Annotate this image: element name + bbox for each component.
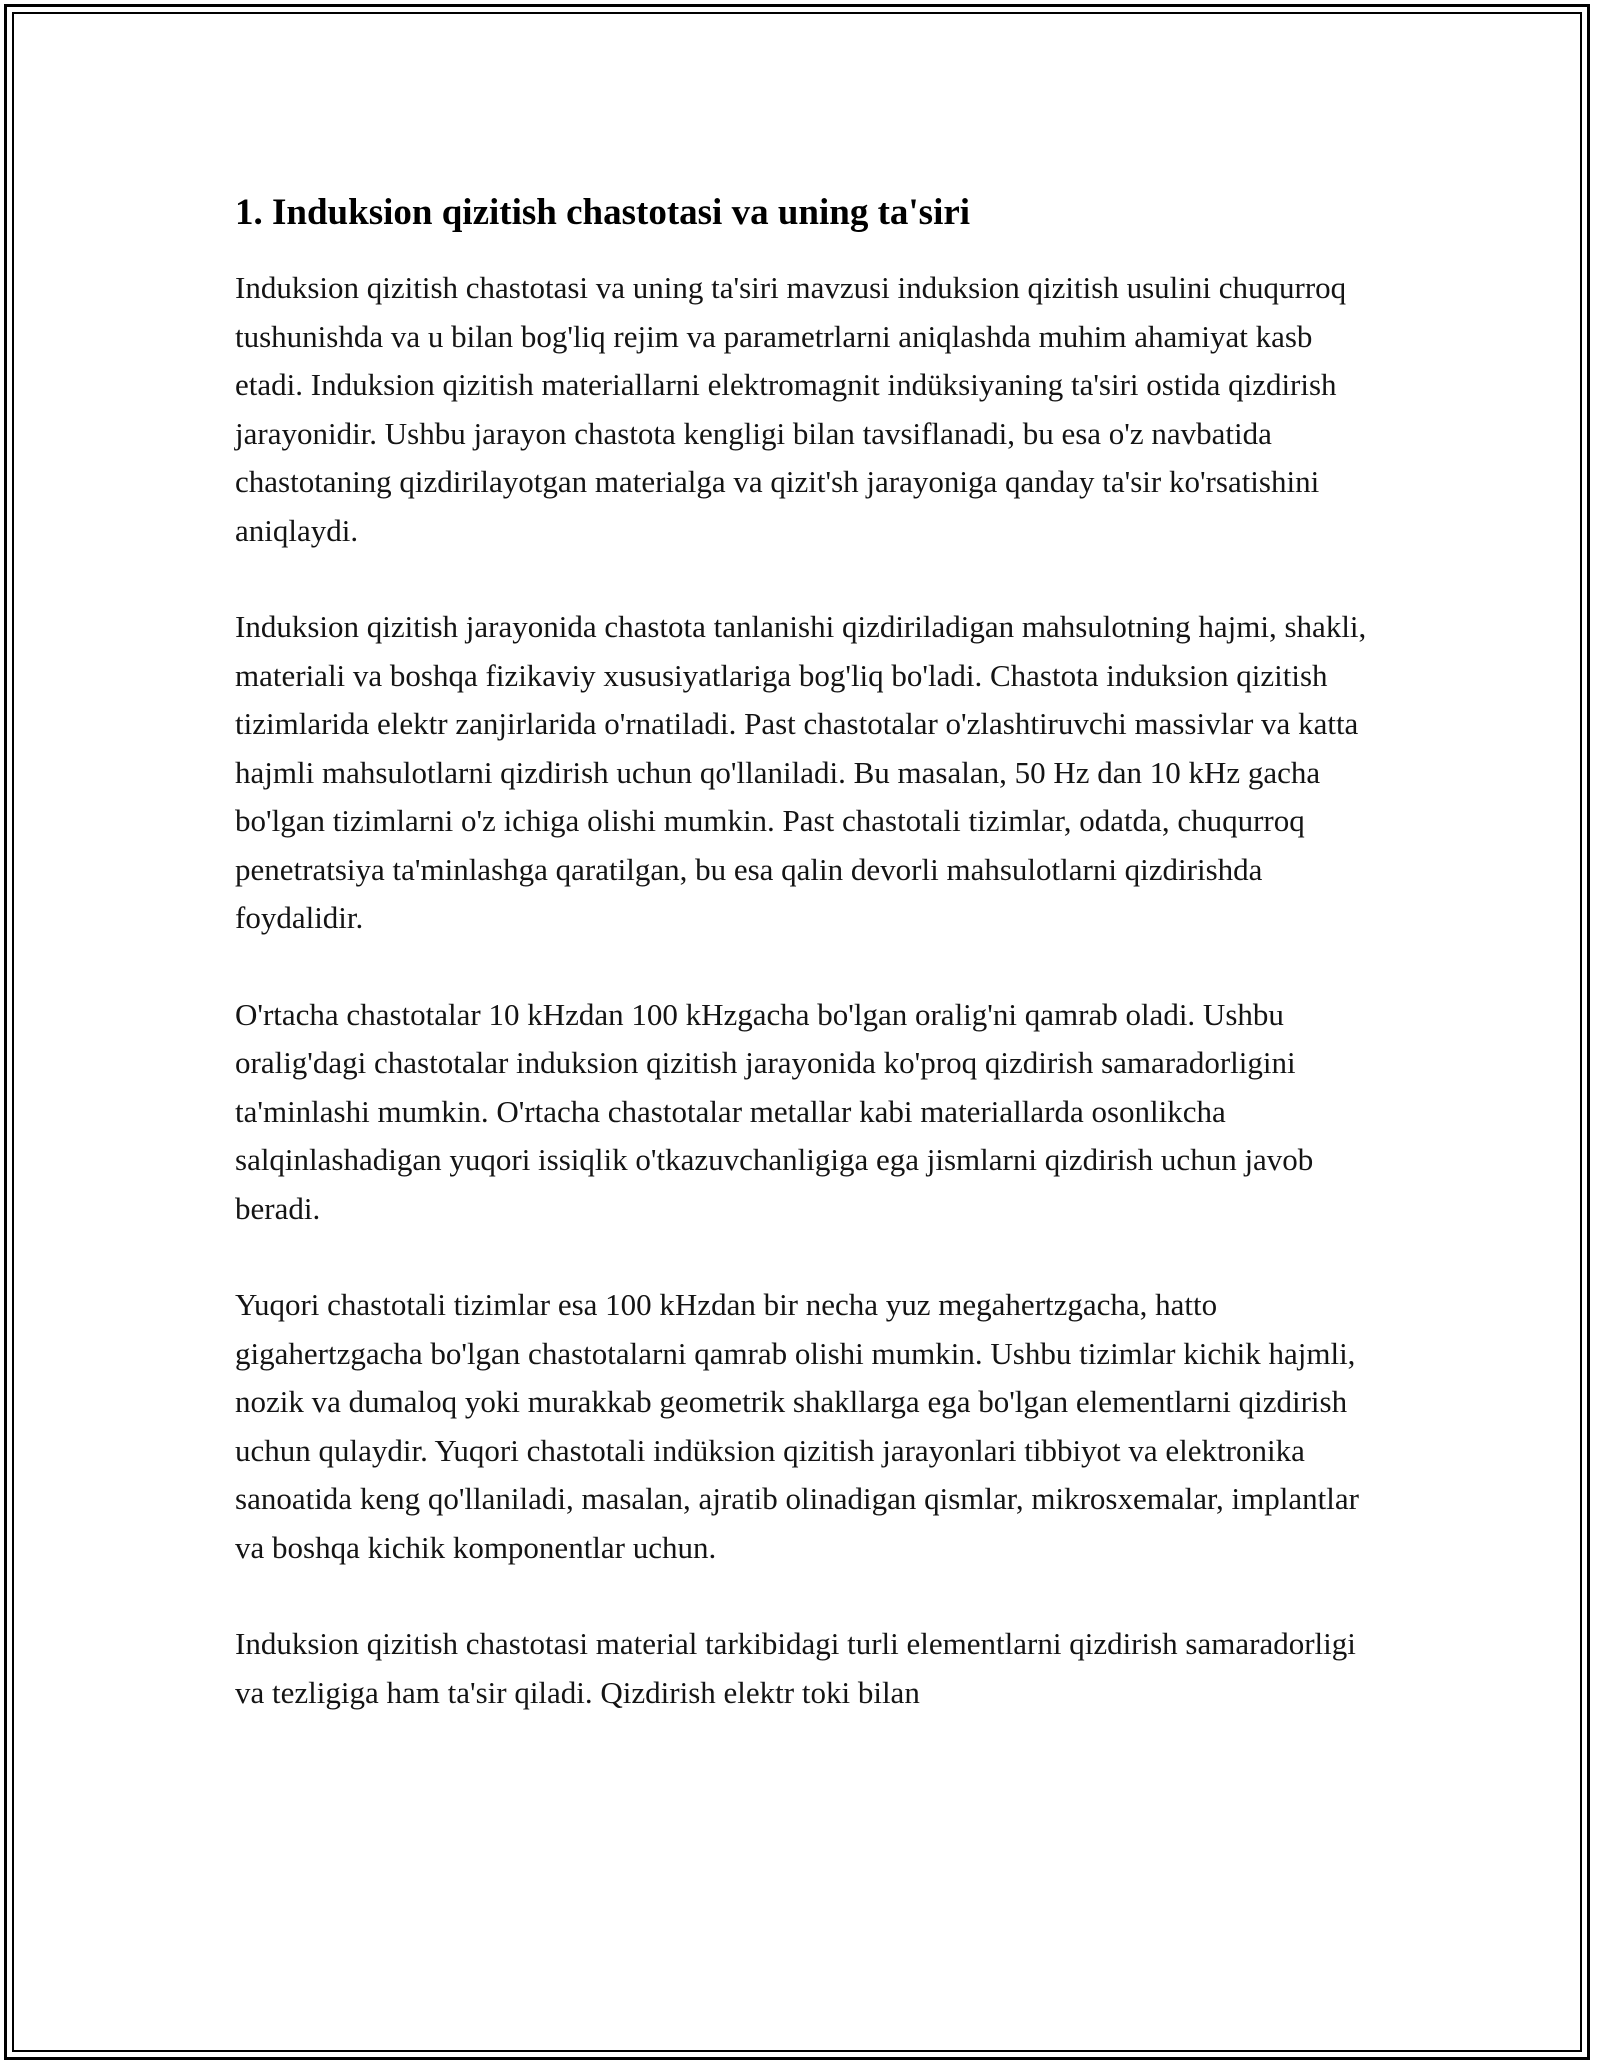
page-title: 1. Induksion qizitish chastotasi va uning ta'siri xyxy=(235,192,971,233)
paragraph-5: Induksion qizitish chastotasi material tarkibidagi turli elementlarni qizdirish samaradorligi va tezligiga ham ta'sir qiladi. Qizdirish elektr toki bilan xyxy=(235,1626,1356,1710)
paragraph-2: Induksion qizitish jarayonida chastota tanlanishi qizdiriladigan mahsulotning hajmi, shakli, materiali va boshqa fizikaviy xususiyatlariga bog'liq bo'ladi. Chastota induksion qizitish tizimlarida elektr zanjirlarida o'rnatiladi. Past chastotalar o'zlashtiruvchi massivlar va katta hajmli mahsulotlarni qizdirish uchun qo'llaniladi. Bu masalan, 50 Hz dan 10 kHz gacha bo'lgan tizimlarni o'z ichiga olishi mumkin. Past chastotali tizimlar, odatda, chuqurroq penetratsiya ta'minlashga qaratilgan, bu esa qalin devorli mahsulotlarni qizdirishda foydalidir. xyxy=(235,609,1367,935)
paragraph-1: Induksion qizitish chastotasi va uning ta'siri mavzusi induksion qizitish usulini chuqurroq tushunishda va u bilan bog'liq rejim va parametrlarni aniqlashda muhim ahamiyat kasb etadi. Induksion qizitish materiallarni elektromagnit indüksiyaning ta'siri ostida qizdirish jarayonidir. Ushbu jarayon chastota kengligi bilan tavsiflanadi, bu esa o'z navbatida chastotaning qizdirilayotgan materialga va qizit'sh jarayoniga qanday ta'sir ko'rsatishini aniqlaydi. xyxy=(235,270,1347,548)
paragraph-3: O'rtacha chastotalar 10 kHzdan 100 kHzgacha bo'lgan oralig'ni qamrab oladi. Ushbu oralig'dagi chastotalar induksion qizitish jarayonida ko'proq qizdirish samaradorligini ta'minlashi mumkin. O'rtacha chastotalar metallar kabi materiallarda osonlikcha salqinlashadigan yuqori issiqlik o'tkazuvchanligiga ega jismlarni qizdirish uchun javob beradi. xyxy=(235,996,1314,1226)
document-body xyxy=(235,188,1370,1765)
paragraph-4: Yuqori chastotali tizimlar esa 100 kHzdan bir necha yuz megahertzgacha, hatto gigahertzgacha bo'lgan chastotalarni qamrab olishi mumkin. Ushbu tizimlar kichik hajmli, nozik va dumaloq yoki murakkab geometrik shakllarga ega bo'lgan elementlarni qizdirish uchun qulaydir. Yuqori chastotali indüksion qizitish jarayonlari tibbiyot va elektronika sanoatida keng qo'llaniladi, masalan, ajratib olinadigan qismlar, mikrosxemalar, implantlar va boshqa kichik komponentlar uchun. xyxy=(235,1287,1359,1565)
